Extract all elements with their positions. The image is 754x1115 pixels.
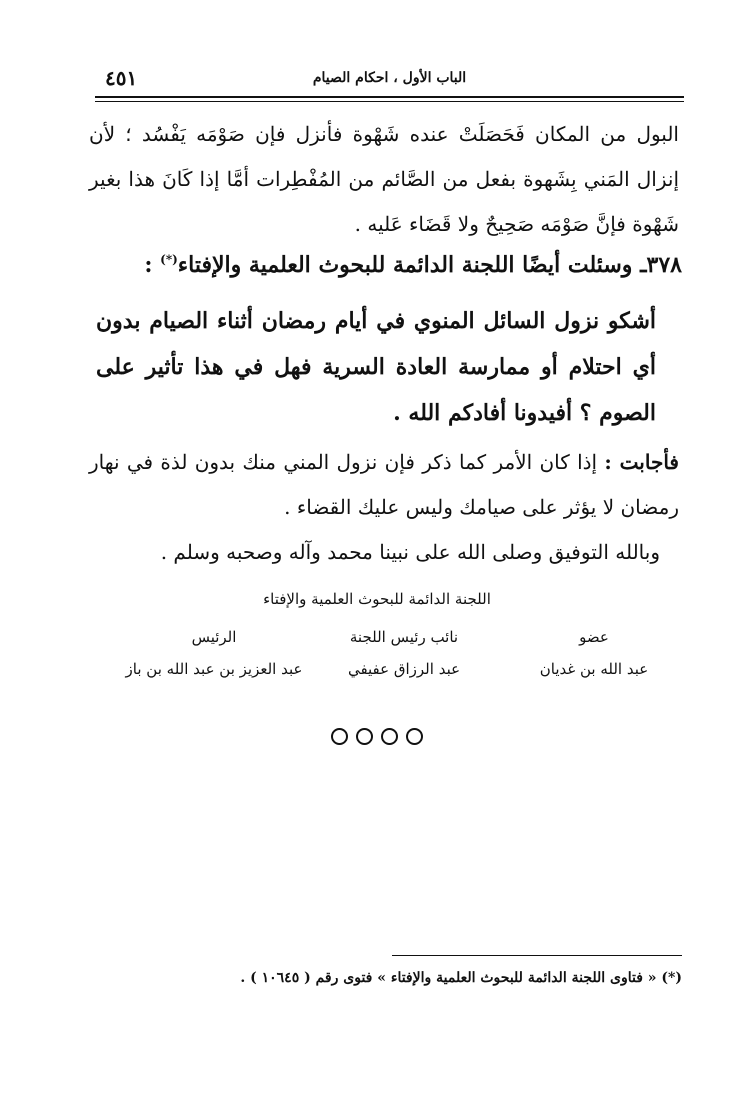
question-heading-colon: :: [144, 252, 161, 278]
closing-line: وبالله التوفيق وصلى الله على نبينا محمد وآله وصحبه وسلم .: [160, 540, 660, 564]
signatory-role: الرئيس: [191, 628, 237, 646]
answer-paragraph: [89, 440, 679, 530]
section-separator: [0, 728, 754, 749]
header-rule: [95, 96, 684, 98]
paragraph-continued: البول من المكان فَحَصَلَتْ عنده شَهْوة فأنزل فإن صَوْمَه يَفْسُد ؛ لأن إنزال المَني بِشَهوة بفعل من الصَّائم من المُفْطِرات أمَّا إذا كَانَ هذا بغير شَهْوة فإنَّ صَوْمَه صَحِيحٌ ولا قَضَاء عَليه .: [89, 122, 679, 236]
question-heading-text: ٣٧٨ـ وسئلت أيضًا اللجنة الدائمة للبحوث العلمية والإفتاء: [177, 252, 682, 278]
separator-circle-icon: [406, 728, 423, 745]
page-number: ٤٥١: [105, 66, 138, 90]
footnote-rule: [392, 955, 682, 956]
signatory-member: [514, 628, 674, 678]
footnote-marker: (*): [160, 252, 178, 267]
separator-circle-icon: [331, 728, 348, 745]
signatory-role: عضو: [579, 628, 609, 646]
committee-name: اللجنة الدائمة للبحوث العلمية والإفتاء: [263, 590, 491, 608]
separator-circle-icon: [381, 728, 398, 745]
signatory-name: عبد الله بن غديان: [539, 660, 649, 678]
signatory-deputy: [324, 628, 484, 678]
signatory-chair: [114, 628, 314, 678]
answer-text: إذا كان الأمر كما ذكر فإن نزول المني منك بدون لذة في نهار رمضان لا يؤثر على صيامك وليس عليك القضاء .: [89, 450, 679, 519]
page-header: [95, 64, 684, 98]
question-heading: [144, 252, 682, 278]
separator-circle-icon: [356, 728, 373, 745]
signatory-name: عبد الرزاق عفيفي: [347, 660, 461, 678]
answer-lead: فأجابت :: [604, 450, 679, 474]
signatory-name: عبد العزيز بن عبد الله بن باز: [125, 660, 303, 678]
running-title: الباب الأول ، احكام الصيام: [312, 70, 467, 86]
header-rule-thin: [95, 101, 684, 102]
footnote: (*) « فتاوى اللجنة الدائمة للبحوث العلمية والإفتاء » فتوى رقم ( ١٠٦٤٥ ) .: [240, 970, 682, 986]
question-text: أشكو نزول السائل المنوي في أيام رمضان أثناء الصيام بدون أي احتلام أو ممارسة العادة السرية فهل في هذا تأثير على الصوم ؟ أفيدونا أفادكم الله .: [96, 308, 656, 426]
signatory-role: نائب رئيس اللجنة: [349, 628, 459, 646]
